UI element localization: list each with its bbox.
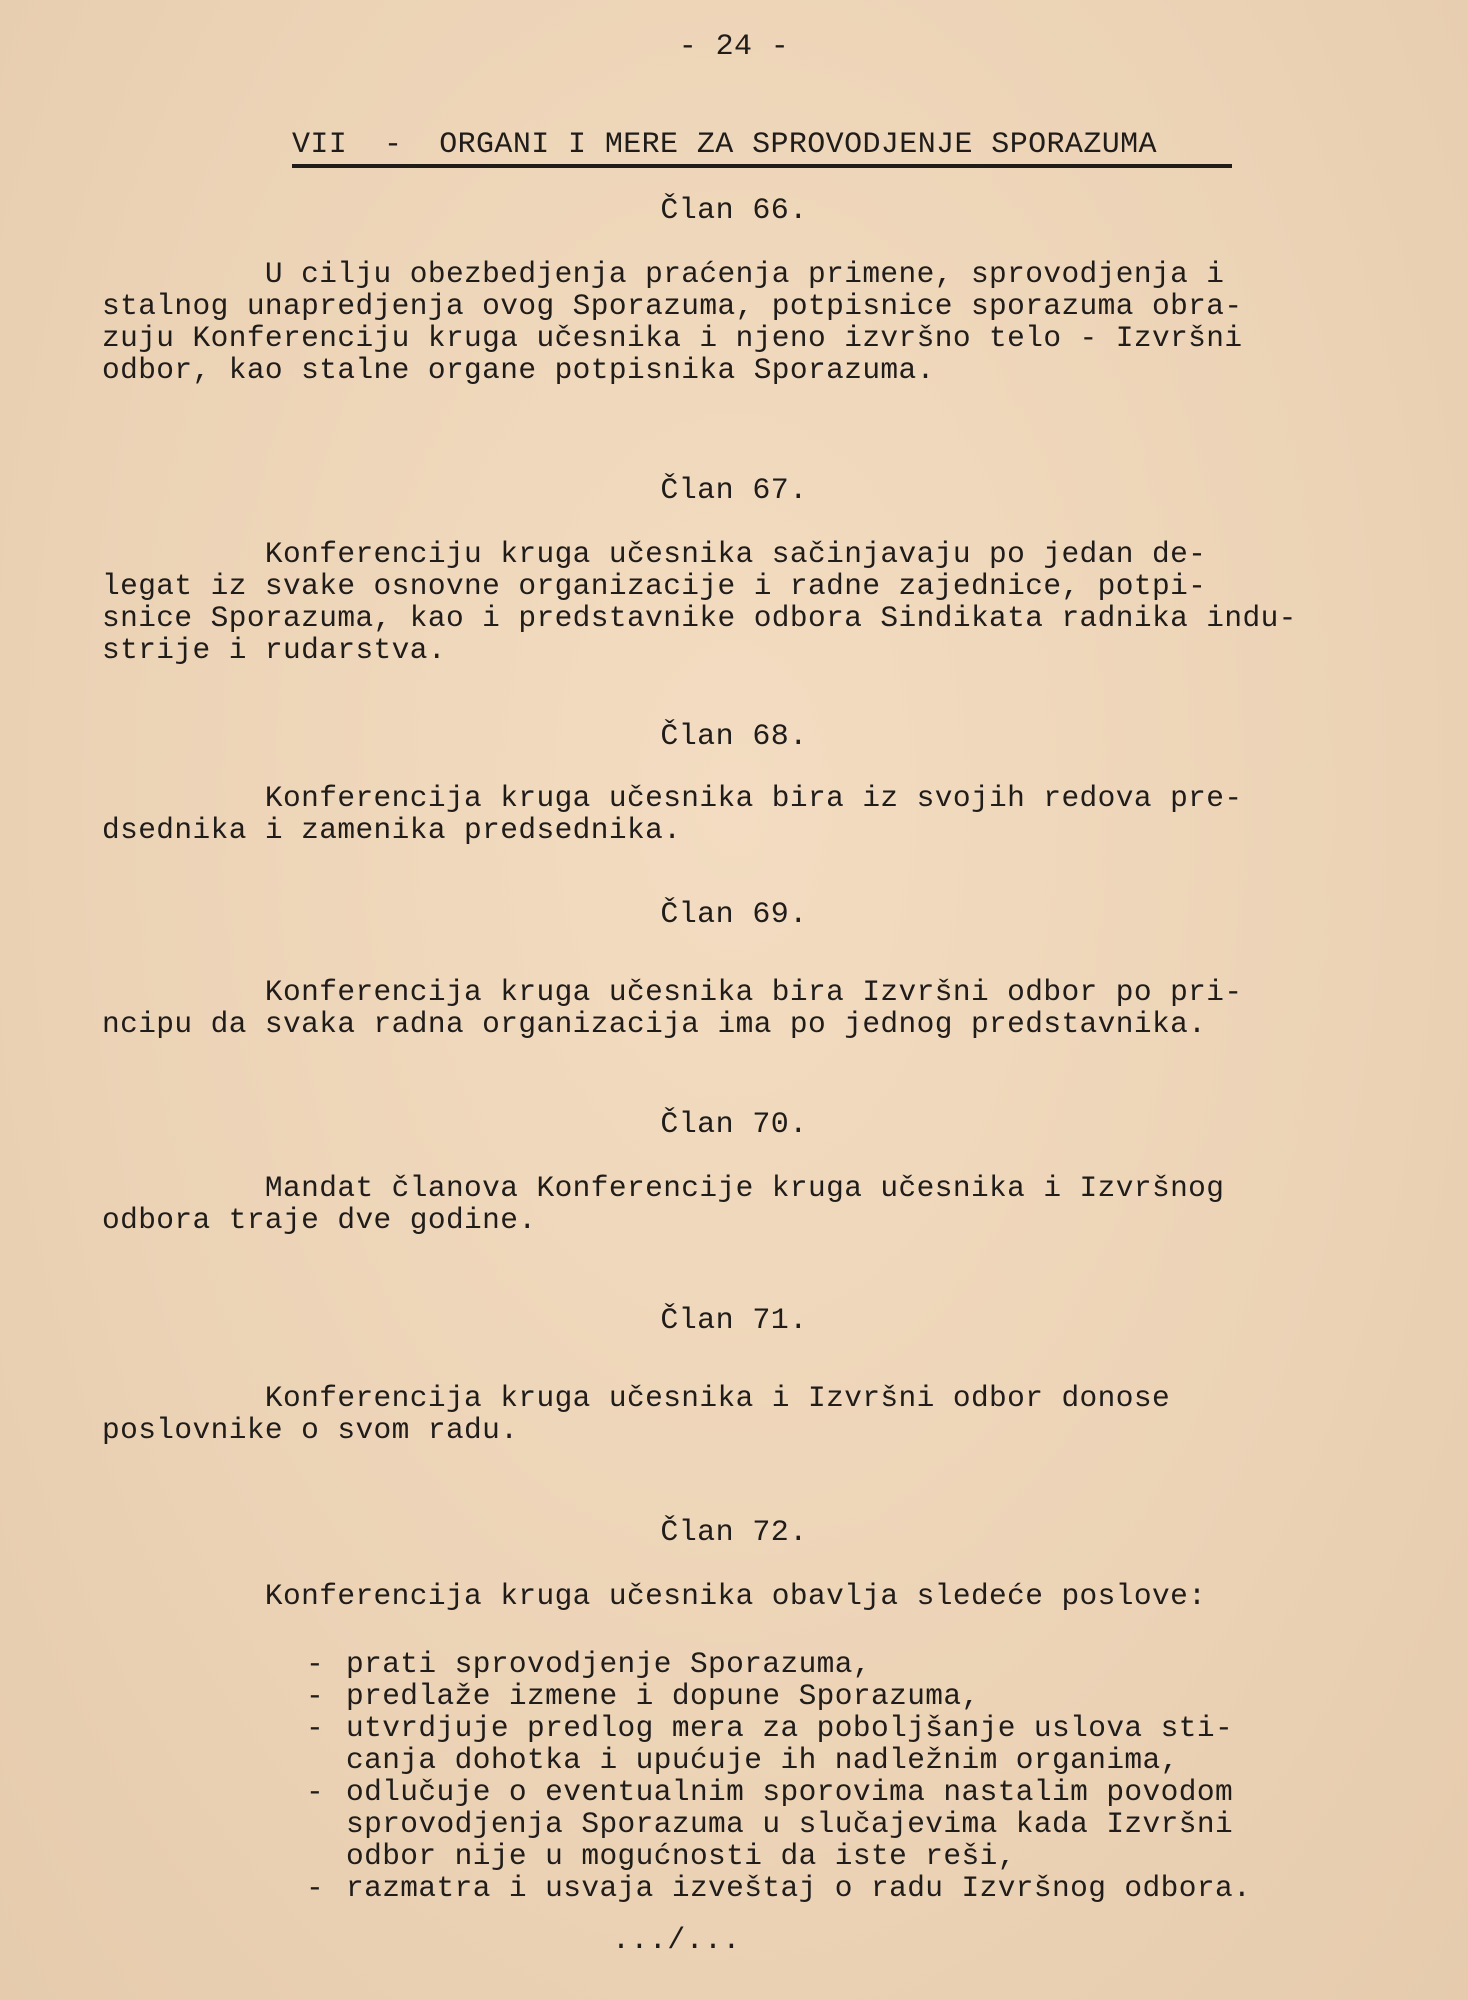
list-item: [306, 1776, 1366, 1872]
list-item: [306, 1680, 1366, 1712]
page-number: - 24 -: [678, 30, 790, 64]
article-title: Član 71.: [660, 1304, 808, 1338]
paragraph-line: dsednika i zamenika predsednika.: [102, 813, 682, 847]
paragraph-line: Konferencija kruga učesnika bira Izvršni odbor po pri-: [102, 975, 1243, 1009]
paragraph-line: poslovnike o svom radu.: [102, 1413, 519, 1447]
list-dash: -: [306, 1647, 325, 1681]
article-title: Član 68.: [660, 720, 808, 754]
paragraph-line: Konferencija kruga učesnika obavlja sledeće poslove:: [102, 1579, 1207, 1613]
article-paragraph: [102, 258, 1402, 386]
article-title: Član 66.: [660, 194, 808, 228]
paragraph-line: odbor, kao stalne organe potpisnika Sporazuma.: [102, 353, 935, 387]
article-title: Član 69.: [660, 898, 808, 932]
paragraph-line: Mandat članova Konferencije kruga učesnika i Izvršnog: [102, 1171, 1225, 1205]
paragraph-line: ncipu da svaka radna organizacija ima po jednog predstavnika.: [102, 1007, 1207, 1041]
list-dash: -: [306, 1711, 325, 1745]
paragraph-line: snice Sporazuma, kao i predstavnike odbora Sindikata radnika indu-: [102, 601, 1297, 635]
article-paragraph: [102, 1172, 1402, 1236]
paragraph-line: strije i rudarstva.: [102, 633, 446, 667]
paragraph-line: U cilju obezbedjenja praćenja primene, sprovodjenja i: [102, 257, 1225, 291]
article-paragraph: [102, 1580, 1402, 1612]
article-paragraph: [102, 538, 1402, 666]
list-dash: -: [306, 1775, 325, 1809]
list-item-line: sprovodjenja Sporazuma u slučajevima kada Izvršni: [346, 1807, 1234, 1841]
list-item-line: odlučuje o eventualnim sporovima nastalim povodom: [346, 1775, 1234, 1809]
list-dash: -: [306, 1679, 325, 1713]
list-item-line: prati sprovodjenje Sporazuma,: [346, 1647, 871, 1681]
paragraph-line: stalnog unapredjenja ovog Sporazuma, potpisnice sporazuma obra-: [102, 289, 1243, 323]
paragraph-line: zuju Konferenciju kruga učesnika i njeno izvršno telo - Izvršni: [102, 321, 1243, 355]
list-item: [306, 1712, 1366, 1776]
list-item-line: odbor nije u mogućnosti da iste reši,: [346, 1839, 1016, 1873]
article-title: Član 67.: [660, 474, 808, 508]
list-item-line: predlaže izmene i dopune Sporazuma,: [346, 1679, 980, 1713]
duties-list: [306, 1648, 1366, 1904]
article-title: Član 70.: [660, 1108, 808, 1142]
paragraph-line: Konferencija kruga učesnika i Izvršni odbor donose: [102, 1381, 1171, 1415]
continuation-marker: .../...: [612, 1924, 741, 1958]
list-dash: -: [306, 1871, 325, 1905]
list-item: [306, 1872, 1366, 1904]
list-item: [306, 1648, 1366, 1680]
list-item-line: canja dohotka i upućuje ih nadležnim organima,: [346, 1743, 1179, 1777]
article-paragraph: [102, 976, 1402, 1040]
paragraph-line: Konferenciju kruga učesnika sačinjavaju po jedan de-: [102, 537, 1207, 571]
article-paragraph: [102, 782, 1402, 846]
paragraph-line: odbora traje dve godine.: [102, 1203, 537, 1237]
article-title: Član 72.: [660, 1516, 808, 1550]
list-item-line: razmatra i usvaja izveštaj o radu Izvršnog odbora.: [346, 1871, 1252, 1905]
section-title: VII - ORGANI I MERE ZA SPROVODJENJE SPORAZUMA: [292, 128, 1232, 168]
article-paragraph: [102, 1382, 1402, 1446]
paragraph-line: legat iz svake osnovne organizacije i radne zajednice, potpi-: [102, 569, 1207, 603]
list-item-line: utvrdjuje predlog mera za poboljšanje uslova sti-: [346, 1711, 1234, 1745]
paragraph-line: Konferencija kruga učesnika bira iz svojih redova pre-: [102, 781, 1243, 815]
